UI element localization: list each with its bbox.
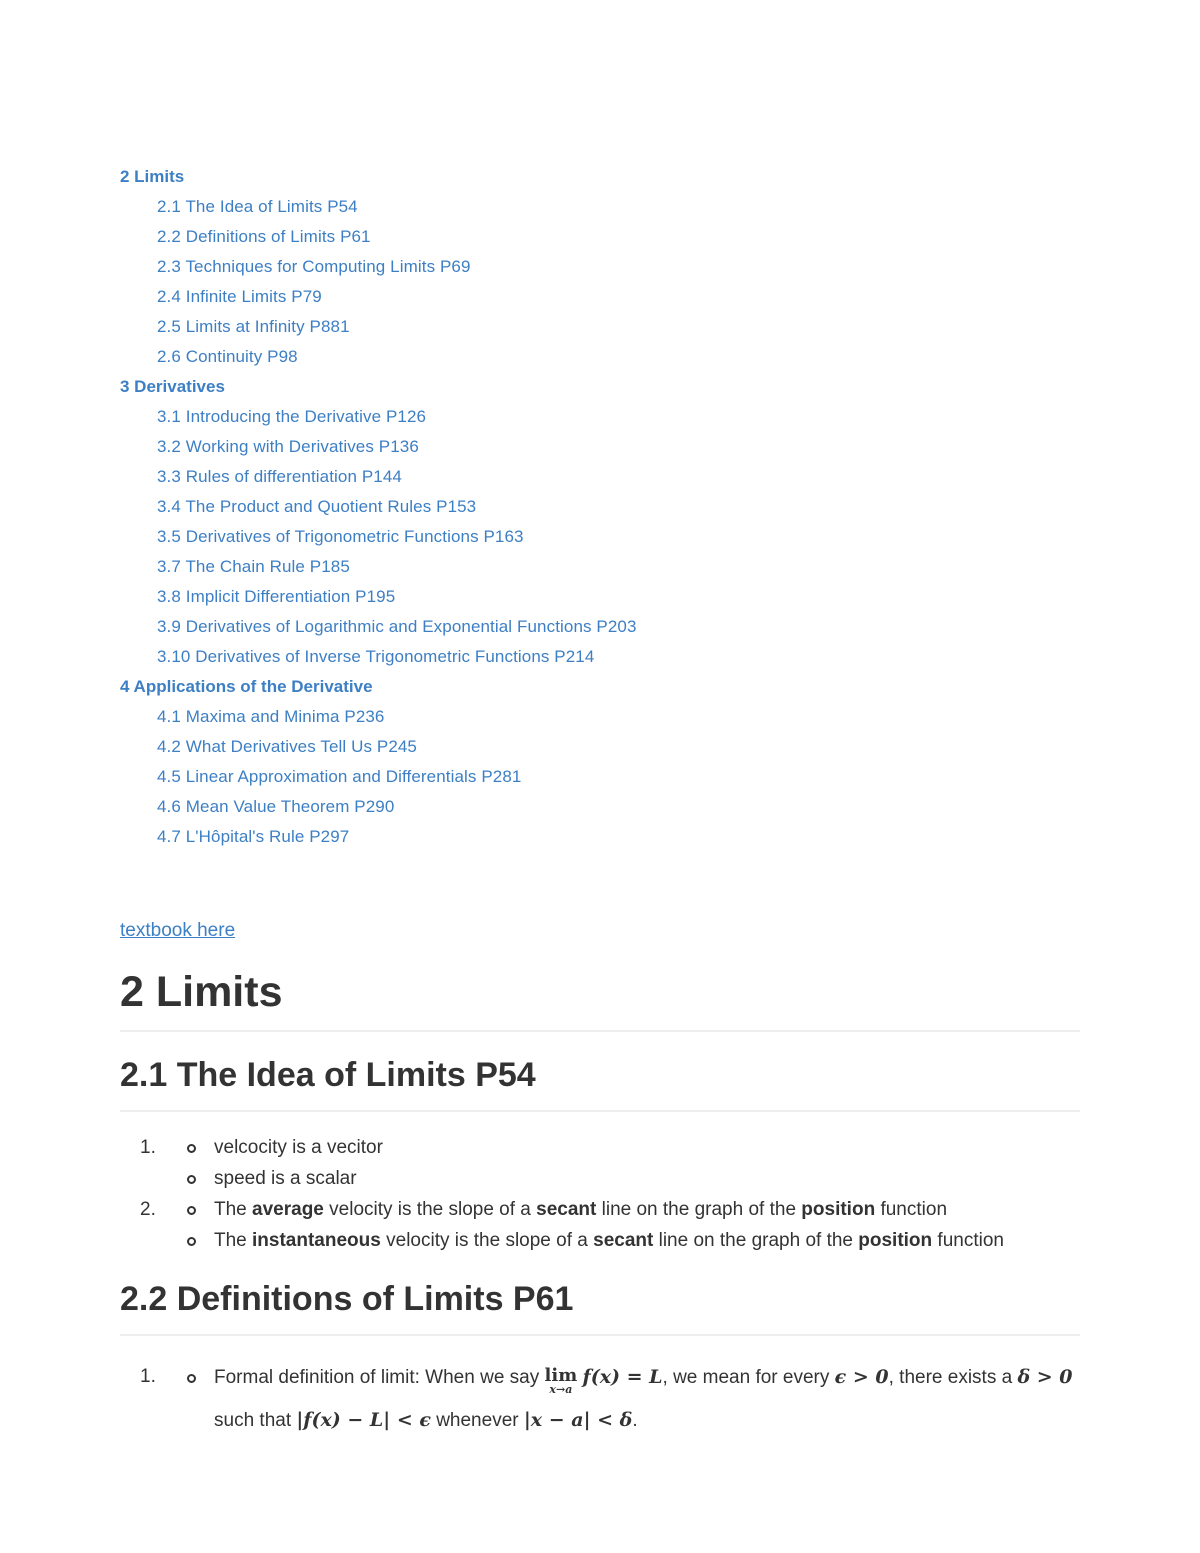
toc-link[interactable]: 3.5 Derivatives of Trigonometric Functions P163 xyxy=(157,527,524,546)
toc-sublist xyxy=(120,702,1080,852)
text-segment: , there exists a xyxy=(888,1367,1018,1388)
bullet-item xyxy=(214,1194,1080,1225)
toc-link[interactable]: 2.1 The Idea of Limits P54 xyxy=(157,197,358,216)
text-segment: line on the graph of the xyxy=(596,1199,802,1220)
bullet-circle-icon xyxy=(187,1206,196,1215)
bold-term: average xyxy=(252,1199,324,1220)
bullet-list xyxy=(214,1132,1080,1194)
heading-2-2: 2.2 Definitions of Limits P61 xyxy=(120,1276,1080,1336)
toc-chapter xyxy=(120,672,1080,852)
bullet-item xyxy=(214,1163,1080,1194)
bullet-item xyxy=(214,1356,1080,1442)
section-2-2-list xyxy=(120,1356,1080,1442)
toc-link-2-limits[interactable]: 2 Limits xyxy=(120,167,185,186)
text-segment: velocity is the slope of a xyxy=(323,1199,537,1220)
section-2-1-list xyxy=(120,1132,1080,1256)
toc-chapter xyxy=(120,372,1080,672)
textbook-link-line xyxy=(120,916,1080,946)
text-segment: function xyxy=(875,1199,948,1220)
toc-link[interactable]: 4.2 What Derivatives Tell Us P245 xyxy=(157,737,417,756)
bullet-item xyxy=(214,1132,1080,1163)
text-segment: Formal definition of limit: When we say xyxy=(214,1367,545,1388)
toc-link[interactable]: 3.3 Rules of differentiation P144 xyxy=(157,467,402,486)
math-expression: δ > 0 xyxy=(1017,1366,1073,1388)
bold-term: secant xyxy=(593,1230,654,1251)
bullet-circle-icon xyxy=(187,1175,196,1184)
toc-link[interactable]: 3.4 The Product and Quotient Rules P153 xyxy=(157,497,477,516)
bullet-list xyxy=(214,1356,1080,1442)
table-of-contents xyxy=(120,162,1080,852)
toc-link[interactable]: 3.10 Derivatives of Inverse Trigonometric Functions P214 xyxy=(157,647,595,666)
math-expression: |x − a| < δ xyxy=(523,1409,633,1431)
list-item xyxy=(120,1194,1080,1256)
text-segment: . xyxy=(632,1410,638,1431)
toc-link[interactable]: 3.8 Implicit Differentiation P195 xyxy=(157,587,396,606)
toc-link[interactable]: 2.2 Definitions of Limits P61 xyxy=(157,227,371,246)
toc-sublist xyxy=(120,192,1080,372)
bold-term: instantaneous xyxy=(252,1230,381,1251)
text-segment: , we mean for every xyxy=(662,1367,835,1388)
math-expression: f(x) = L xyxy=(582,1366,663,1388)
toc-link-3-derivatives[interactable]: 3 Derivatives xyxy=(120,377,225,396)
toc-chapter xyxy=(120,162,1080,372)
math-expression: |f(x) − L| < ϵ xyxy=(296,1409,431,1431)
text-segment: line on the graph of the xyxy=(653,1230,859,1251)
toc-link[interactable]: 4.5 Linear Approximation and Differentials P281 xyxy=(157,767,522,786)
toc-link[interactable]: 2.3 Techniques for Computing Limits P69 xyxy=(157,257,471,276)
bold-term: position xyxy=(858,1230,933,1251)
bold-term: position xyxy=(801,1199,876,1220)
toc-link[interactable]: 2.4 Infinite Limits P79 xyxy=(157,287,322,306)
toc-link[interactable]: 3.9 Derivatives of Logarithmic and Exponential Functions P203 xyxy=(157,617,637,636)
limit-operator xyxy=(544,1365,578,1397)
heading-2-limits: 2 Limits xyxy=(120,964,1080,1032)
list-item xyxy=(120,1356,1080,1442)
list-number: 2. xyxy=(140,1199,156,1220)
toc-link[interactable]: 2.5 Limits at Infinity P881 xyxy=(157,317,350,336)
list-number: 1. xyxy=(140,1137,156,1158)
toc-link-4-applications[interactable]: 4 Applications of the Derivative xyxy=(120,677,373,696)
toc-link[interactable]: 4.6 Mean Value Theorem P290 xyxy=(157,797,395,816)
toc-link[interactable]: 3.1 Introducing the Derivative P126 xyxy=(157,407,427,426)
bullet-list xyxy=(214,1194,1080,1256)
text-segment: velocity is the slope of a xyxy=(380,1230,594,1251)
text-segment: The xyxy=(214,1230,253,1251)
toc-link[interactable]: 3.7 The Chain Rule P185 xyxy=(157,557,350,576)
toc-link[interactable]: 3.2 Working with Derivatives P136 xyxy=(157,437,419,456)
textbook-link[interactable]: textbook here xyxy=(120,920,236,941)
text-segment: function xyxy=(932,1230,1004,1251)
heading-2-1: 2.1 The Idea of Limits P54 xyxy=(120,1052,1080,1112)
limit-label: lim xyxy=(544,1365,578,1386)
bullet-circle-icon xyxy=(187,1144,196,1153)
bold-term: secant xyxy=(536,1199,597,1220)
bullet-text: velcocity is a vecitor xyxy=(214,1137,383,1158)
math-expression: ϵ > 0 xyxy=(834,1366,889,1388)
text-segment: The xyxy=(214,1199,253,1220)
limit-subscript: x→a xyxy=(549,1383,573,1396)
bullet-text: speed is a scalar xyxy=(214,1168,357,1189)
bullet-item xyxy=(214,1225,1080,1256)
toc-link[interactable]: 2.6 Continuity P98 xyxy=(157,347,298,366)
bullet-circle-icon xyxy=(187,1374,196,1383)
toc-link[interactable]: 4.7 L'Hôpital's Rule P297 xyxy=(157,827,350,846)
toc-link[interactable]: 4.1 Maxima and Minima P236 xyxy=(157,707,385,726)
text-segment: such that xyxy=(214,1410,297,1431)
list-item xyxy=(120,1132,1080,1194)
toc-sublist xyxy=(120,402,1080,672)
text-segment: whenever xyxy=(430,1410,524,1431)
document-content xyxy=(120,162,1080,1442)
list-number: 1. xyxy=(140,1366,156,1387)
bullet-circle-icon xyxy=(187,1237,196,1246)
